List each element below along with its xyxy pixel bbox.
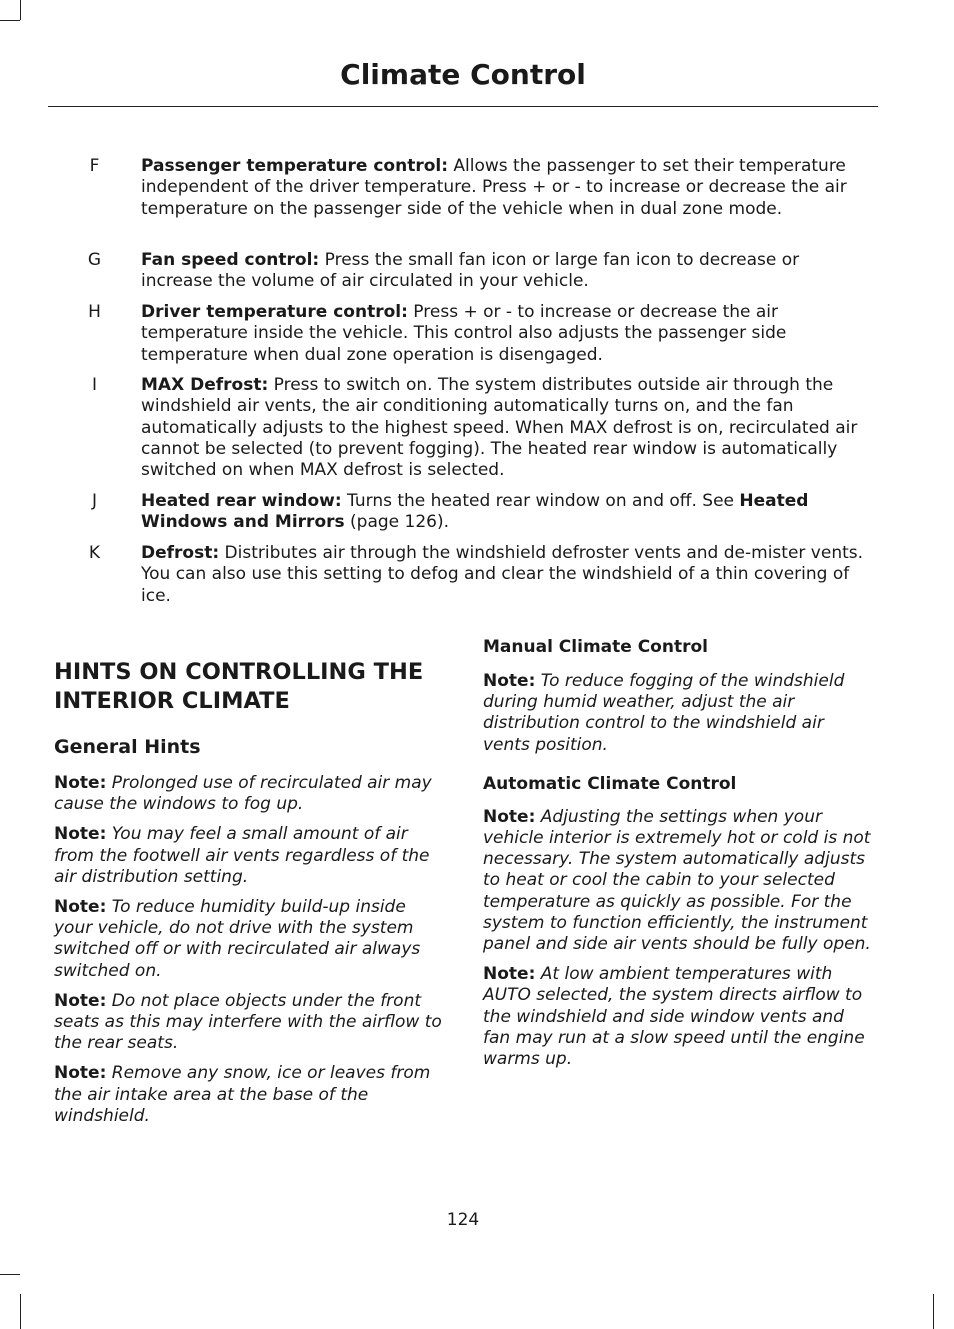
note-label: Note: — [54, 897, 107, 918]
note — [483, 671, 875, 756]
crop-mark-bottom-left-horizontal — [0, 1274, 20, 1275]
cross-reference-page: (page 126). — [344, 512, 450, 533]
subheading-automatic-climate-control: Automatic Climate Control — [483, 773, 737, 794]
note-label: Note: — [483, 806, 536, 827]
item-description: Press the small fan icon or large fan icon to decrease or increase the volume of air circulated in your vehicle. — [141, 250, 800, 292]
cross-reference-link[interactable]: Heated Windows and Mirrors — [141, 491, 809, 533]
section-heading: HINTS ON CONTROLLING THE INTERIOR CLIMATE — [54, 659, 424, 714]
item-letter: F — [89, 156, 100, 176]
right-column — [483, 636, 875, 1070]
item-letter: I — [91, 375, 97, 395]
note — [54, 824, 446, 888]
note-text: Remove any snow, ice or leaves from the air intake area at the base of the windshield. — [54, 1063, 431, 1126]
note-text: You may feel a small amount of air from the footwell air vents regardless of the air distribution setting. — [54, 824, 430, 887]
page-number: 124 — [446, 1210, 480, 1230]
item-letter: J — [91, 491, 97, 511]
item-description: Press + or - to increase or decrease the air temperature inside the vehicle. This control also adjusts the passenger side temperature when dual zone operation is disengaged. — [141, 302, 787, 365]
crop-mark-bottom-right-vertical — [933, 1294, 934, 1329]
list-item — [82, 491, 872, 534]
note-label: Note: — [483, 671, 536, 691]
item-term: Passenger temperature control: — [141, 156, 449, 176]
note — [54, 773, 446, 815]
subheading-general-hints: General Hints — [54, 736, 201, 758]
item-description: Turns the heated rear window on and off. See — [341, 491, 740, 511]
note-label: Note: — [54, 773, 107, 793]
left-column — [54, 658, 446, 1127]
item-term: MAX Defrost: — [141, 375, 269, 395]
item-description: Press to switch on. The system distributes outside air through the windshield air vents, the air conditioning automatically turns on, and the fan automatically adjusts to the highest speed. When MAX defrost is on, recirculated air cannot be selected (to prevent fogging). The heated rear window is automatically switched on when MAX defrost is selected. — [141, 375, 858, 481]
item-description: Allows the passenger to set their temperature independent of the driver temperature. Press + or - to increase or decrease the air temperature on the passenger side of the vehicle when in dual zone mode. — [141, 156, 847, 219]
list-item — [82, 302, 872, 366]
item-letter: K — [88, 543, 101, 563]
item-term: Heated rear window: — [141, 491, 342, 511]
subheading-manual-climate-control: Manual Climate Control — [483, 637, 708, 657]
note-text: Do not place objects under the front seats as this may interfere with the airflow to the rear seats. — [54, 990, 442, 1054]
note-label: Note: — [483, 964, 536, 985]
list-item — [82, 156, 872, 220]
note-text: To reduce fogging of the windshield during humid weather, adjust the air distribution control to the windshield air vents position. — [483, 671, 845, 755]
note-label: Note: — [54, 990, 107, 1011]
item-term: Fan speed control: — [141, 250, 320, 270]
note — [54, 1063, 446, 1127]
note-text: To reduce humidity build-up inside your vehicle, do not drive with the system switched off or with recirculated air always switched on. — [54, 897, 421, 981]
list-item — [82, 375, 872, 481]
note-label: Note: — [54, 1063, 107, 1084]
crop-mark-bottom-left-vertical — [20, 1294, 21, 1329]
note-text: Prolonged use of recirculated air may cause the windows to fog up. — [54, 773, 432, 815]
item-description: Distributes air through the windshield defroster vents and de-mister vents. You can also use this setting to defog and clear the windshield of a thin covering of ice. — [141, 543, 864, 606]
note-label: Note: — [54, 824, 107, 845]
item-letter: H — [88, 302, 101, 322]
list-item — [82, 250, 872, 293]
note — [54, 991, 446, 1055]
crop-mark-top-left-vertical — [20, 0, 21, 20]
title-divider — [48, 106, 878, 107]
item-term: Defrost: — [141, 543, 220, 563]
note-text: At low ambient temperatures with AUTO selected, the system directs airflow to the windshield and side window vents and fan may run at a slow speed until the engine warms up. — [483, 964, 865, 1070]
item-term: Driver temperature control: — [141, 302, 408, 322]
page-title: Climate Control — [340, 58, 586, 91]
note — [483, 807, 875, 955]
note-text: Adjusting the settings when your vehicle interior is extremely hot or cold is not necessary. The system automatically adjusts to heat or cool the cabin to your selected temperature as quickly as possible. For the system to function efficiently, the instrument panel and side air vents should be fully open. — [483, 806, 871, 955]
item-letter: G — [87, 250, 102, 270]
crop-mark-top-left-horizontal — [0, 20, 20, 21]
note — [54, 897, 446, 982]
list-item — [82, 543, 872, 607]
note — [483, 964, 875, 1070]
